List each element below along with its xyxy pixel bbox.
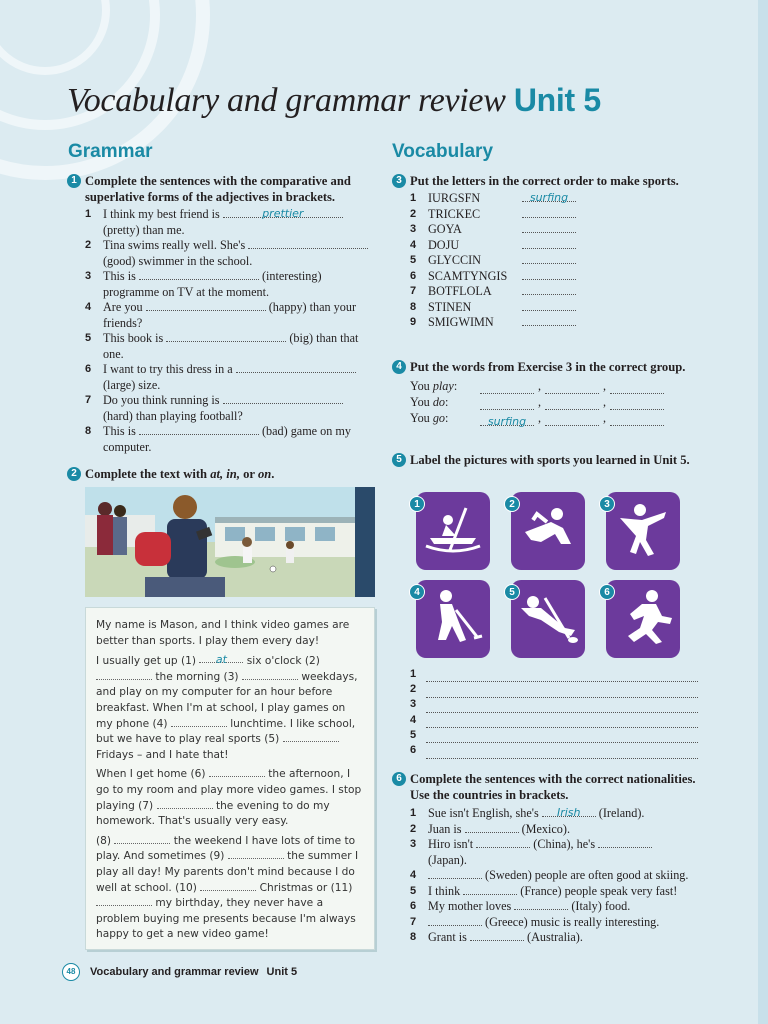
exercise-3-item (392, 191, 692, 207)
answer-blank[interactable] (522, 238, 576, 249)
exercise-5-labels (392, 667, 702, 759)
group-label-text: You (410, 378, 433, 393)
story-paragraph (96, 653, 364, 763)
item-text: (Sweden) people are often good at skiing. (485, 868, 689, 882)
answer-blank[interactable] (514, 899, 568, 910)
item-number: 2 (410, 207, 417, 220)
vocabulary-heading: Vocabulary (392, 141, 494, 162)
answer-blank[interactable] (545, 399, 599, 410)
item-text: My mother loves (428, 899, 512, 913)
item-text: (big) than that one. (103, 331, 359, 361)
exercise-1-instruction (67, 173, 372, 205)
item-number: 5 (410, 254, 417, 266)
exercise-number: 1 (67, 174, 81, 188)
answer-blank[interactable] (610, 383, 664, 394)
exercise-4-row (410, 410, 692, 426)
item-text: (Japan). (428, 852, 467, 867)
page-title (67, 82, 747, 120)
item-number: 2 (410, 822, 417, 835)
item-text: Tina swims really well. She's (103, 238, 246, 252)
item-number: 2 (410, 683, 417, 696)
label-row (392, 713, 702, 728)
answer-blank[interactable] (610, 415, 664, 426)
item-text: (France) people speak very fast! (520, 883, 678, 898)
gymnastics-icon (606, 492, 680, 570)
answer-blank[interactable] (146, 300, 266, 311)
hockey-icon (416, 580, 490, 658)
item-text: (hard) than playing football? (103, 408, 243, 423)
answer-blank[interactable] (470, 930, 524, 941)
exercise-1-item (67, 269, 372, 300)
item-number: 6 (410, 900, 417, 912)
scrambled-word: STINEN (428, 299, 472, 314)
item-text: This is (103, 424, 136, 438)
instruction-text: Complete the sentences with the comparative and superlative forms of the adjectives in brackets. (85, 174, 351, 204)
item-text: This is (103, 269, 136, 283)
exercise-number: 5 (392, 453, 406, 467)
answer-blank[interactable] (480, 383, 534, 394)
exercise-2-instruction (67, 466, 372, 482)
label-blank[interactable] (426, 687, 698, 698)
story-paragraph (96, 767, 364, 829)
answer-blank[interactable] (463, 884, 517, 895)
item-number: 7 (85, 394, 92, 406)
comma: , (538, 378, 542, 393)
exercise-5-instruction (392, 452, 702, 468)
exercise-number: 3 (392, 174, 406, 188)
answer-blank[interactable] (598, 837, 652, 848)
answer-blank[interactable] (522, 315, 576, 326)
story-text: Christmas or (11) (259, 881, 353, 894)
item-number: 7 (410, 285, 417, 297)
answer-blank[interactable] (223, 207, 343, 218)
item-text: Are you (103, 300, 143, 314)
story-text: I usually get up (1) (96, 655, 197, 668)
exercise-5 (392, 452, 702, 468)
group-verb: play (432, 378, 454, 393)
gap-8[interactable] (114, 834, 170, 844)
exercise-6-item (392, 837, 702, 868)
exercise-6-item (392, 915, 702, 931)
answer-blank[interactable] (522, 253, 576, 264)
item-text: (Ireland). (598, 806, 645, 820)
gap-7[interactable] (157, 799, 213, 809)
comma: , (538, 410, 542, 425)
exercise-number: 2 (67, 467, 81, 481)
story-text: weekdays, and play on my computer for an hour before breakfast. When I'm at school, I play games on my phone (4) (96, 670, 358, 730)
answer-blank[interactable] (522, 222, 576, 233)
gap-1-answer[interactable] (199, 653, 243, 667)
handwritten-answer: surfing (529, 191, 569, 204)
exercise-6 (392, 771, 702, 946)
handwritten-answer: at (215, 653, 227, 667)
label-row (392, 728, 702, 743)
item-number: 8 (410, 931, 417, 943)
picture-number: 3 (599, 496, 615, 512)
story-paragraph (96, 834, 364, 943)
answer-blank[interactable] (542, 806, 596, 817)
answer-blank[interactable] (248, 238, 368, 249)
answer-blank[interactable] (428, 915, 482, 926)
exercise-6-item (392, 806, 702, 822)
title-unit: Unit 5 (513, 82, 601, 118)
item-text: Juan is (428, 821, 462, 836)
exercise-3-item (392, 269, 692, 285)
school-playground-illustration (85, 487, 375, 597)
story-paragraph: My name is Mason, and I think video games are better than sports. I play them every day! (96, 619, 350, 647)
item-number: 3 (85, 270, 92, 282)
answer-blank[interactable] (522, 207, 576, 218)
item-text: (happy) than your friends? (103, 300, 357, 330)
story-text: my birthday, they never have a problem buying me presents because I'm always happy to get a new video game! (96, 897, 356, 941)
item-number: 8 (85, 425, 92, 437)
item-number: 1 (85, 208, 92, 220)
item-text: (pretty) than me. (103, 222, 185, 237)
item-number: 4 (85, 301, 92, 313)
item-number: 5 (85, 332, 92, 344)
instruction-text: or (239, 467, 258, 481)
exercise-number: 4 (392, 360, 406, 374)
title-main: Vocabulary and grammar review (67, 82, 506, 119)
picture-number: 1 (409, 496, 425, 512)
comma: , (603, 394, 607, 409)
item-number: 9 (410, 316, 417, 328)
item-number: 5 (410, 884, 417, 897)
scrambled-word: GLYCCIN (428, 253, 481, 267)
answer-blank[interactable] (476, 837, 530, 848)
handwritten-answer: Irish (556, 806, 581, 819)
exercise-1-item (67, 238, 372, 269)
exercise-6-item (392, 822, 702, 838)
instruction-text: Put the letters in the correct order to make sports. (410, 174, 679, 188)
item-text: Hiro isn't (428, 837, 474, 851)
story-text: the afternoon, I go to my room and play more video games. I stop playing (7) (96, 768, 362, 812)
item-text: (large) size. (103, 377, 161, 392)
item-number: 3 (410, 698, 417, 711)
gap-3[interactable] (242, 670, 298, 680)
answer-blank[interactable] (465, 822, 519, 833)
gap-10[interactable] (200, 881, 256, 891)
story-text: the summer I play all day! My parents don't mind because I do well at school. (10) (96, 850, 359, 894)
gymnastics-icon (606, 492, 680, 570)
exercise-3-item (392, 284, 692, 300)
exercise-6-item (392, 899, 702, 915)
item-text: I think my best friend is (103, 207, 220, 221)
item-number: 6 (410, 269, 417, 282)
picture-number: 4 (409, 584, 425, 600)
exercise-1-item (67, 300, 372, 331)
instruction-words: at, in, (210, 467, 240, 481)
exercise-3-item (392, 315, 692, 331)
label-blank[interactable] (426, 702, 698, 713)
item-number: 1 (410, 192, 417, 204)
exercise-4-instruction (392, 359, 692, 375)
comma: , (603, 410, 607, 425)
exercise-4 (392, 359, 692, 426)
exercise-3-item (392, 222, 692, 238)
handwritten-answer: prettier (262, 207, 304, 220)
answer-blank[interactable] (139, 424, 259, 435)
exercise-6-item (392, 868, 702, 884)
footer-unit: Unit 5 (266, 966, 298, 978)
gap-11[interactable] (96, 896, 152, 906)
story-text: When I get home (6) (96, 768, 206, 781)
page-edge (758, 0, 768, 1024)
handwritten-answer: surfing (487, 415, 527, 428)
answer-blank[interactable] (480, 415, 534, 426)
group-label-text: You (410, 410, 433, 425)
group-label: You do: (410, 394, 449, 409)
answer-blank[interactable] (545, 415, 599, 426)
answer-blank[interactable] (139, 269, 259, 280)
item-number: 3 (410, 838, 417, 850)
item-text: (China), he's (533, 837, 596, 851)
item-number: 4 (410, 713, 417, 726)
label-row (392, 698, 702, 713)
exercise-1 (67, 173, 372, 455)
label-blank[interactable] (426, 717, 698, 728)
item-text: (bad) game on my computer. (103, 424, 351, 454)
item-text: Sue isn't English, she's (428, 806, 539, 820)
running-icon (606, 580, 680, 658)
exercise-3-item (392, 300, 692, 316)
item-text: (interesting) programme on TV at the moment. (103, 269, 322, 299)
instruction-text: Complete the text with (85, 467, 211, 481)
exercise-1-item (67, 207, 372, 238)
item-text: I think (428, 883, 461, 898)
item-text: (Mexico). (521, 821, 571, 836)
exercise-3-item (392, 253, 692, 269)
exercise-4-row (410, 378, 692, 394)
exercise-6-item (392, 884, 702, 900)
answer-blank[interactable] (522, 300, 576, 311)
gap-9[interactable] (228, 849, 284, 859)
story-text-box (85, 607, 375, 950)
item-number: 1 (410, 807, 417, 819)
instruction-words: on (257, 467, 272, 481)
scrambled-word: TRICKEC (428, 206, 481, 221)
item-number: 6 (410, 744, 417, 757)
scrambled-word: GOYA (428, 222, 462, 236)
group-verb: go (432, 410, 446, 425)
scrambled-word: IURGSFN (428, 191, 481, 205)
diving-icon (511, 580, 585, 658)
instruction-text: Put the words from Exercise 3 in the correct group. (410, 360, 686, 374)
label-row (392, 743, 702, 758)
page-number: 48 (62, 963, 80, 981)
story-text: Fridays – and I hate that! (96, 748, 229, 761)
answer-blank[interactable] (166, 331, 286, 342)
item-number: 8 (410, 300, 417, 313)
item-number: 2 (85, 239, 92, 251)
label-blank[interactable] (426, 732, 698, 743)
page-footer (62, 963, 297, 981)
gap-6[interactable] (209, 767, 265, 777)
item-number: 7 (410, 915, 417, 928)
story-text: the evening to do my homework. That's usually very easy. (96, 799, 330, 828)
label-row (392, 667, 702, 682)
scrambled-word: BOTFLOLA (428, 284, 492, 298)
hockey-icon (416, 580, 490, 658)
item-number: 4 (410, 238, 417, 251)
comma: , (538, 394, 542, 409)
instruction-text: Label the pictures with sports you learned in Unit 5. (410, 453, 690, 467)
gap-5[interactable] (283, 732, 339, 742)
item-number: 4 (410, 869, 417, 881)
group-verb: do (432, 394, 446, 409)
exercise-1-item (67, 424, 372, 455)
item-text: This book is (103, 331, 164, 345)
exercise-number: 6 (392, 772, 406, 786)
exercise-6-instruction (392, 771, 702, 803)
exercise-3-instruction (392, 173, 692, 189)
gap-4[interactable] (171, 717, 227, 727)
item-text: (Italy) food. (571, 899, 631, 913)
story-text: the morning (3) (155, 670, 239, 683)
grammar-heading: Grammar (68, 141, 153, 162)
exercise-3-item (392, 207, 692, 223)
item-number: 1 (410, 667, 417, 680)
exercise-1-item (67, 331, 372, 362)
story-text: the weekend I have lots of time to play. And sometimes (9) (96, 834, 356, 863)
diving-icon (511, 580, 585, 658)
item-number: 3 (410, 223, 417, 235)
answer-blank[interactable] (522, 284, 576, 295)
exercise-3 (392, 173, 692, 331)
item-text: I want to try this dress in a (103, 362, 233, 376)
group-label: You play: (410, 378, 458, 393)
answer-blank[interactable] (610, 399, 664, 410)
instruction-text: . (271, 467, 275, 481)
footer-text: Vocabulary and grammar review (90, 966, 259, 978)
judo-icon (511, 492, 585, 570)
group-label-text: You (410, 394, 433, 409)
scrambled-word: SCAMTYNGIS (428, 268, 508, 283)
item-number: 6 (85, 363, 92, 375)
answer-blank[interactable] (236, 362, 356, 373)
scrambled-word: SMIGWIMN (428, 315, 494, 329)
gap-2[interactable] (96, 670, 152, 680)
picture-number: 5 (504, 584, 520, 600)
exercise-6-item (392, 930, 702, 946)
exercise-1-item (67, 393, 372, 424)
exercise-1-item (67, 362, 372, 393)
scrambled-word: DOJU (428, 237, 460, 252)
answer-blank[interactable] (223, 393, 343, 404)
rowing-icon (416, 492, 490, 570)
instruction-text: Complete the sentences with the correct nationalities. Use the countries in brackets. (410, 772, 696, 802)
answer-blank[interactable] (522, 191, 576, 202)
item-text: Grant is (428, 930, 467, 944)
story-text: (8) (96, 834, 112, 847)
exercise-4-row (410, 394, 692, 410)
item-text: Do you think running is (103, 393, 220, 407)
item-text: (Australia). (527, 930, 583, 944)
answer-blank[interactable] (428, 868, 482, 879)
label-blank[interactable] (426, 671, 698, 682)
running-icon (606, 580, 680, 658)
answer-blank[interactable] (480, 399, 534, 410)
picture-number: 2 (504, 496, 520, 512)
judo-icon (511, 492, 585, 570)
label-blank[interactable] (426, 748, 698, 759)
story-text: six o'clock (2) (246, 655, 320, 668)
answer-blank[interactable] (545, 383, 599, 394)
rowing-icon (416, 492, 490, 570)
item-text: (good) swimmer in the school. (103, 253, 253, 268)
group-label: You go: (410, 410, 449, 425)
item-text: (Greece) music is really interesting. (485, 914, 660, 929)
story-text: lunchtime. I like school, but we have to play real sports (5) (96, 717, 356, 746)
item-number: 5 (410, 728, 417, 741)
exercise-2 (67, 466, 372, 482)
label-row (392, 682, 702, 697)
comma: , (603, 378, 607, 393)
picture-number: 6 (599, 584, 615, 600)
exercise-3-item (392, 238, 692, 254)
answer-blank[interactable] (522, 269, 576, 280)
